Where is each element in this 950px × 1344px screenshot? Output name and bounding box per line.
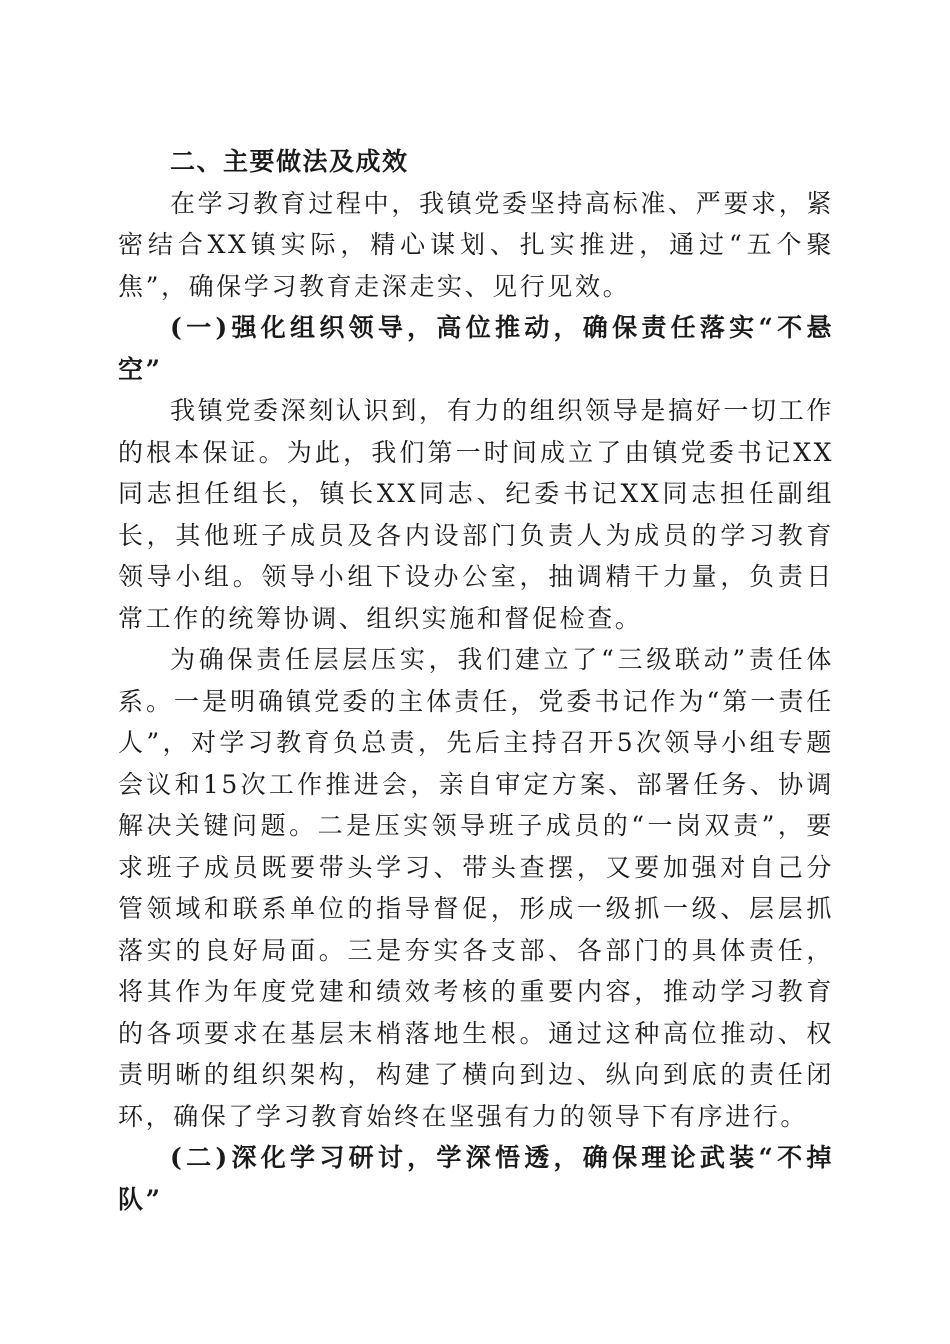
document-body (118, 141, 834, 1220)
subsection-2-heading: (二)深化学习研讨，学深悟透，确保理论武装“不掉队” (118, 1143, 834, 1214)
subsection-1-paragraph-2: 为确保责任层层压实，我们建立了“三级联动”责任体系。一是明确镇党委的主体责任，党委书记作为“第一责任人”，对学习教育负总责，先后主持召开5次领导小组专题会议和15次工作推进会，亲自审定方案、部署任务、协调解决关键问题。二是压实领导班子成员的“一岗双责”，要求班子成员既要带头学习、带头查摆，又要加强对自己分管领域和联系单位的指导督促，形成一级抓一级、层层抓落实的良好局面。三是夯实各支部、各部门的具体责任，将其作为年度党建和绩效考核的重要内容，推动学习教育的各项要求在基层末梢落地生根。通过这种高位推动、权责明晰的组织架构，构建了横向到边、纵向到底的责任闭环，确保了学习教育始终在坚强有力的领导下有序进行。 (118, 645, 834, 1131)
subsection-1-heading: (一)强化组织领导，高位推动，确保责任落实“不悬空” (118, 313, 834, 384)
subsection-1-paragraph-1: 我镇党委深刻认识到，有力的组织领导是搞好一切工作的根本保证。为此，我们第一时间成立了由镇党委书记XX同志担任组长，镇长XX同志、纪委书记XX同志担任副组长，其他班子成员及各内设部门负责人为成员的学习教育领导小组。领导小组下设办公室，抽调精干力量，负责日常工作的统筹协调、组织实施和督促检查。 (118, 396, 834, 633)
intro-paragraph: 在学习教育过程中，我镇党委坚持高标准、严要求，紧密结合XX镇实际，精心谋划、扎实推进，通过“五个聚焦”，确保学习教育走深走实、见行见效。 (118, 188, 834, 301)
section-heading: 二、主要做法及成效 (170, 147, 409, 176)
